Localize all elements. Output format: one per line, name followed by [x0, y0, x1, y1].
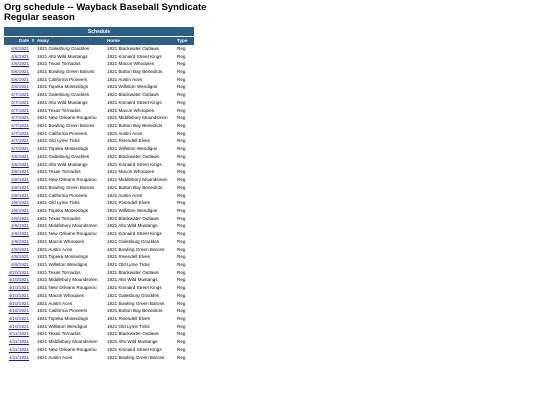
date-link[interactable]: 4/6/1921	[4, 83, 30, 91]
table-row	[4, 253, 194, 261]
date-link[interactable]: 4/7/1921	[4, 137, 30, 145]
away-team-cell: 1921 Bowling Green Barons	[36, 183, 106, 191]
home-team-cell: 1921 Alto Wild Mustangs	[106, 222, 176, 230]
game-type-cell: Reg	[176, 214, 194, 222]
away-team-cell: 1921 California Pioneers	[36, 191, 106, 199]
home-team-cell: 1921 Bowling Green Barons	[106, 245, 176, 253]
column-header-number: #	[31, 38, 35, 44]
date-link[interactable]: 4/10/1921	[4, 322, 30, 330]
date-link[interactable]: 4/8/1921	[4, 176, 30, 184]
away-team-cell: 1921 Texas Tornados	[36, 60, 106, 68]
away-team-cell: 1921 Texas Tornados	[36, 106, 106, 114]
home-team-cell: 1921 Old Lyme Ticks	[106, 261, 176, 269]
date-link[interactable]: 4/10/1921	[4, 268, 30, 276]
home-team-cell: 1921 Macon Whoopies	[106, 106, 176, 114]
game-type-cell: Reg	[176, 245, 194, 253]
game-type-cell: Reg	[176, 261, 194, 269]
date-link[interactable]: 4/11/1921	[4, 330, 30, 338]
table-row	[4, 99, 194, 107]
away-team-cell: 1921 Topeka Mossedogs	[36, 315, 106, 323]
table-row	[4, 315, 194, 323]
schedule-table	[4, 27, 194, 361]
away-team-cell: 1921 Bowling Green Barons	[36, 68, 106, 76]
date-link[interactable]: 4/8/1921	[4, 168, 30, 176]
game-type-cell: Reg	[176, 307, 194, 315]
away-team-cell: 1921 Texas Tornados	[36, 214, 106, 222]
game-type-cell: Reg	[176, 106, 194, 114]
table-row	[4, 137, 194, 145]
date-link[interactable]: 4/8/1921	[4, 183, 30, 191]
date-link[interactable]: 4/7/1921	[4, 145, 30, 153]
date-link[interactable]: 4/9/1921	[4, 230, 30, 238]
date-link[interactable]: 4/9/1921	[4, 214, 30, 222]
date-link[interactable]: 4/8/1921	[4, 153, 30, 161]
table-row	[4, 191, 194, 199]
table-row	[4, 122, 194, 130]
column-header-away: Away	[36, 37, 106, 45]
table-row	[4, 214, 194, 222]
away-team-cell: 1921 New Orleans Rougarou	[36, 176, 106, 184]
table-row	[4, 183, 194, 191]
column-header-date: Date	[4, 37, 30, 45]
game-type-cell: Reg	[176, 91, 194, 99]
home-team-cell: 1921 Bowling Green Barons	[106, 299, 176, 307]
date-link[interactable]: 4/10/1921	[4, 276, 30, 284]
table-row	[4, 330, 194, 338]
game-type-cell: Reg	[176, 145, 194, 153]
game-type-cell: Reg	[176, 353, 194, 361]
table-caption: Schedule	[4, 27, 194, 37]
away-team-cell: 1921 Alto Wild Mustangs	[36, 52, 106, 60]
game-type-cell: Reg	[176, 330, 194, 338]
game-type-cell: Reg	[176, 168, 194, 176]
game-type-cell: Reg	[176, 160, 194, 168]
game-type-cell: Reg	[176, 222, 194, 230]
away-team-cell: 1921 Alto Wild Mustangs	[36, 99, 106, 107]
game-type-cell: Reg	[176, 137, 194, 145]
home-team-cell: 1921 Button Bay Benedicts	[106, 183, 176, 191]
home-team-cell: 1921 Middlebury Moundsmen	[106, 176, 176, 184]
table-row	[4, 346, 194, 354]
away-team-cell: 1921 California Pioneers	[36, 129, 106, 137]
table-row	[4, 268, 194, 276]
home-team-cell: 1921 Alto Wild Mustangs	[106, 276, 176, 284]
game-type-cell: Reg	[176, 268, 194, 276]
table-row	[4, 353, 194, 361]
away-team-cell: 1921 California Pioneers	[36, 75, 106, 83]
date-link[interactable]: 4/9/1921	[4, 237, 30, 245]
table-row	[4, 52, 194, 60]
game-type-cell: Reg	[176, 183, 194, 191]
table-row	[4, 299, 194, 307]
date-link[interactable]: 4/8/1921	[4, 191, 30, 199]
home-team-cell: 1921 Blackwater Outlaws	[106, 214, 176, 222]
home-team-cell: 1921 Button Bay Benedicts	[106, 122, 176, 130]
home-team-cell: 1921 Kinnaird Street Kings	[106, 284, 176, 292]
game-type-cell: Reg	[176, 315, 194, 323]
date-link[interactable]: 4/6/1921	[4, 75, 30, 83]
page-title-line1: Org schedule -- Wayback Baseball Syndicate	[4, 2, 207, 13]
home-team-cell: 1921 Williston Wendigos	[106, 145, 176, 153]
home-team-cell: 1921 Blackwater Outlaws	[106, 153, 176, 161]
away-team-cell: 1921 New Orleans Rougarou	[36, 114, 106, 122]
date-link[interactable]: 4/10/1921	[4, 315, 30, 323]
game-type-cell: Reg	[176, 338, 194, 346]
home-team-cell: 1921 Blackwater Outlaws	[106, 45, 176, 53]
home-team-cell: 1921 Williston Wendigos	[106, 83, 176, 91]
away-team-cell: 1921 Texas Tornados	[36, 168, 106, 176]
away-team-cell: 1921 Bowling Green Barons	[36, 122, 106, 130]
date-link[interactable]: 4/11/1921	[4, 346, 30, 354]
away-team-cell: 1921 Old Lyme Ticks	[36, 199, 106, 207]
date-link[interactable]: 4/7/1921	[4, 106, 30, 114]
date-link[interactable]: 4/9/1921	[4, 253, 30, 261]
game-type-cell: Reg	[176, 68, 194, 76]
date-link[interactable]: 4/9/1921	[4, 245, 30, 253]
away-team-cell: 1921 New Orleans Rougarou	[36, 284, 106, 292]
away-team-cell: 1921 Texas Tornados	[36, 268, 106, 276]
game-type-cell: Reg	[176, 207, 194, 215]
table-row	[4, 338, 194, 346]
home-team-cell: 1921 Rivendell Elves	[106, 137, 176, 145]
home-team-cell: 1921 Austin Aces	[106, 191, 176, 199]
date-link[interactable]: 4/8/1921	[4, 199, 30, 207]
date-link[interactable]: 4/8/1921	[4, 207, 30, 215]
away-team-cell: 1921 Austin Aces	[36, 299, 106, 307]
game-type-cell: Reg	[176, 284, 194, 292]
table-row	[4, 199, 194, 207]
table-row	[4, 292, 194, 300]
table-row	[4, 75, 194, 83]
column-header-type: Type	[176, 37, 194, 45]
home-team-cell: 1921 Bowling Green Barons	[106, 353, 176, 361]
game-type-cell: Reg	[176, 276, 194, 284]
column-header-home: Home	[106, 37, 176, 45]
table-row	[4, 83, 194, 91]
table-row	[4, 114, 194, 122]
home-team-cell: 1921 Macon Whoopies	[106, 168, 176, 176]
home-team-cell: 1921 Austin Aces	[106, 129, 176, 137]
game-type-cell: Reg	[176, 114, 194, 122]
date-link[interactable]: 4/10/1921	[4, 307, 30, 315]
table-row	[4, 145, 194, 153]
home-team-cell: 1921 Macon Whoopies	[106, 60, 176, 68]
home-team-cell: 1921 Williston Wendigos	[106, 207, 176, 215]
game-type-cell: Reg	[176, 60, 194, 68]
home-team-cell: 1921 Rivendell Elves	[106, 315, 176, 323]
game-type-cell: Reg	[176, 129, 194, 137]
table-row	[4, 176, 194, 184]
date-link[interactable]: 4/10/1921	[4, 284, 30, 292]
date-link[interactable]: 4/7/1921	[4, 114, 30, 122]
date-link[interactable]: 4/6/1921	[4, 68, 30, 76]
home-team-cell: 1921 Galesburg Grackles	[106, 237, 176, 245]
home-team-cell: 1921 Old Lyme Ticks	[106, 322, 176, 330]
table-row	[4, 222, 194, 230]
home-team-cell: 1921 Galesburg Grackles	[106, 292, 176, 300]
table-row	[4, 307, 194, 315]
away-team-cell: 1921 Macon Whoopies	[36, 237, 106, 245]
away-team-cell: 1921 Topeka Mossedogs	[36, 145, 106, 153]
date-link[interactable]: 4/7/1921	[4, 122, 30, 130]
table-row	[4, 60, 194, 68]
away-team-cell: 1921 Galesburg Grackles	[36, 153, 106, 161]
date-link[interactable]: 4/10/1921	[4, 299, 30, 307]
away-team-cell: 1921 Topeka Mossedogs	[36, 207, 106, 215]
home-team-cell: 1921 Kinnaird Street Kings	[106, 160, 176, 168]
home-team-cell: 1921 Kinnaird Street Kings	[106, 99, 176, 107]
home-team-cell: 1921 Blackwater Outlaws	[106, 268, 176, 276]
home-team-cell: 1921 Button Bay Benedicts	[106, 307, 176, 315]
game-type-cell: Reg	[176, 45, 194, 53]
table-row	[4, 230, 194, 238]
game-type-cell: Reg	[176, 191, 194, 199]
page-title	[4, 3, 206, 23]
away-team-cell: 1921 Austin Aces	[36, 353, 106, 361]
game-type-cell: Reg	[176, 83, 194, 91]
game-type-cell: Reg	[176, 153, 194, 161]
away-team-cell: 1921 Alto Wild Mustangs	[36, 160, 106, 168]
date-link[interactable]: 4/11/1921	[4, 353, 30, 361]
game-type-cell: Reg	[176, 237, 194, 245]
date-link[interactable]: 4/7/1921	[4, 129, 30, 137]
date-link[interactable]: 4/6/1921	[4, 45, 30, 53]
game-type-cell: Reg	[176, 122, 194, 130]
home-team-cell: 1921 Rivendell Elves	[106, 199, 176, 207]
table-row	[4, 91, 194, 99]
home-team-cell: 1921 Button Bay Benedicts	[106, 68, 176, 76]
date-link[interactable]: 4/6/1921	[4, 60, 30, 68]
home-team-cell: 1921 Blackwater Outlaws	[106, 330, 176, 338]
home-team-cell: 1921 Alto Wild Mustangs	[106, 338, 176, 346]
game-type-cell: Reg	[176, 199, 194, 207]
game-type-cell: Reg	[176, 52, 194, 60]
game-type-cell: Reg	[176, 230, 194, 238]
away-team-cell: 1921 Middlebury Moundsmen	[36, 222, 106, 230]
table-row	[4, 129, 194, 137]
away-team-cell: 1921 Topeka Mossedogs	[36, 83, 106, 91]
date-link[interactable]: 4/7/1921	[4, 91, 30, 99]
home-team-cell: 1921 Middlebury Moundsmen	[106, 114, 176, 122]
date-link[interactable]: 4/9/1921	[4, 222, 30, 230]
home-team-cell: 1921 Rivendell Elves	[106, 253, 176, 261]
away-team-cell: 1921 New Orleans Rougarou	[36, 230, 106, 238]
table-row	[4, 68, 194, 76]
table-row	[4, 160, 194, 168]
away-team-cell: 1921 Galesburg Grackles	[36, 91, 106, 99]
home-team-cell: 1921 Kinnaird Street Kings	[106, 346, 176, 354]
game-type-cell: Reg	[176, 322, 194, 330]
away-team-cell: 1921 Williston Wendigos	[36, 322, 106, 330]
table-header-row	[4, 37, 194, 45]
away-team-cell: 1921 Williston Wendigos	[36, 261, 106, 269]
away-team-cell: 1921 Austin Aces	[36, 245, 106, 253]
game-type-cell: Reg	[176, 292, 194, 300]
home-team-cell: 1921 Kinnaird Street Kings	[106, 52, 176, 60]
home-team-cell: 1921 Kinnaird Street Kings	[106, 230, 176, 238]
table-row	[4, 106, 194, 114]
away-team-cell: 1921 Middlebury Moundsmen	[36, 276, 106, 284]
away-team-cell: 1921 California Pioneers	[36, 307, 106, 315]
date-link[interactable]: 4/7/1921	[4, 99, 30, 107]
date-link[interactable]: 4/8/1921	[4, 160, 30, 168]
game-type-cell: Reg	[176, 299, 194, 307]
table-row	[4, 237, 194, 245]
table-row	[4, 276, 194, 284]
game-type-cell: Reg	[176, 346, 194, 354]
table-row	[4, 207, 194, 215]
away-team-cell: 1921 Topeka Mossedogs	[36, 253, 106, 261]
table-row	[4, 284, 194, 292]
game-type-cell: Reg	[176, 176, 194, 184]
date-link[interactable]: 4/11/1921	[4, 338, 30, 346]
away-team-cell: 1921 Old Lyme Ticks	[36, 137, 106, 145]
game-type-cell: Reg	[176, 99, 194, 107]
away-team-cell: 1921 Middlebury Moundsmen	[36, 338, 106, 346]
table-row	[4, 153, 194, 161]
away-team-cell: 1921 New Orleans Rougarou	[36, 346, 106, 354]
date-link[interactable]: 4/9/1921	[4, 261, 30, 269]
home-team-cell: 1921 Blackwater Outlaws	[106, 91, 176, 99]
table-row	[4, 245, 194, 253]
home-team-cell: 1921 Austin Aces	[106, 75, 176, 83]
game-type-cell: Reg	[176, 253, 194, 261]
table-row	[4, 168, 194, 176]
table-row	[4, 261, 194, 269]
table-body	[4, 45, 194, 361]
date-link[interactable]: 4/6/1921	[4, 52, 30, 60]
away-team-cell: 1921 Galesburg Grackles	[36, 45, 106, 53]
table-row	[4, 322, 194, 330]
date-link[interactable]: 4/10/1921	[4, 292, 30, 300]
game-type-cell: Reg	[176, 75, 194, 83]
page-title-line2: Regular season	[4, 12, 75, 23]
away-team-cell: 1921 Macon Whoopies	[36, 292, 106, 300]
table-row	[4, 45, 194, 53]
away-team-cell: 1921 Texas Tornados	[36, 330, 106, 338]
